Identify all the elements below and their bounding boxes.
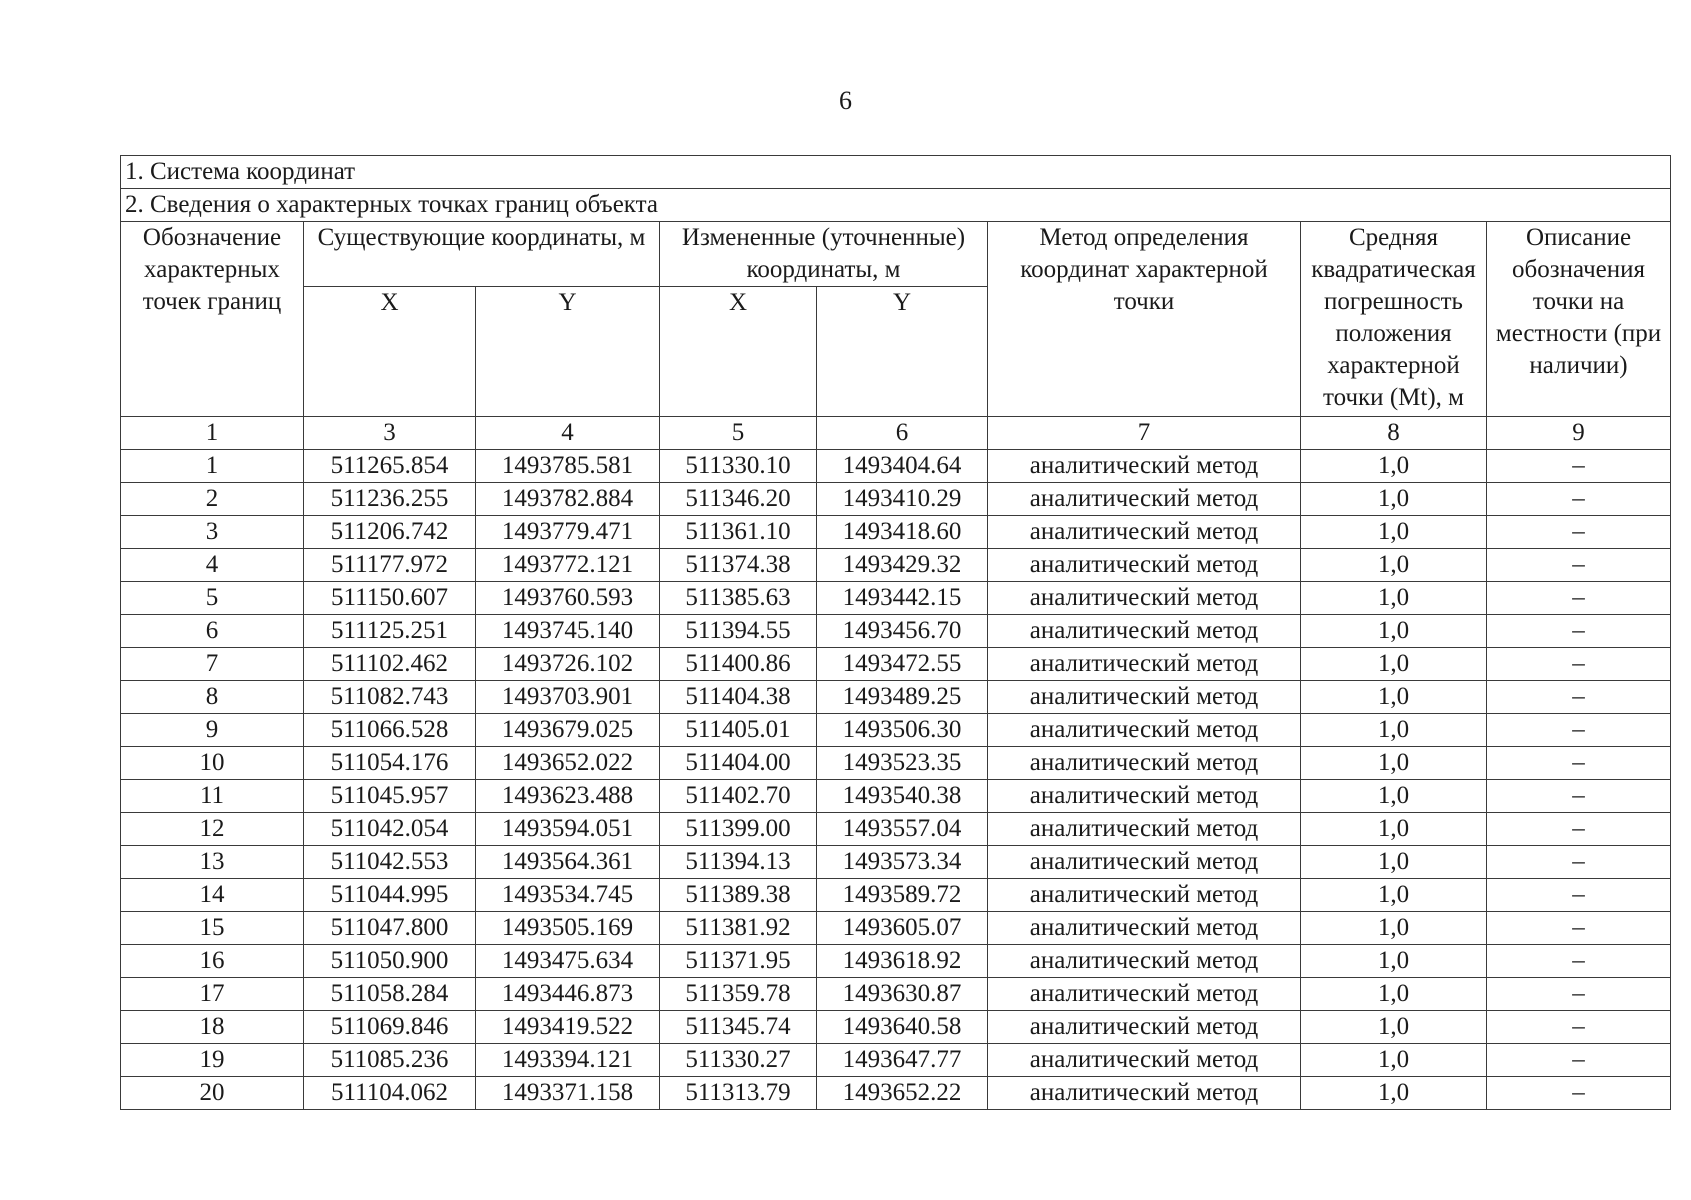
existing-y-cell: 1493394.121 [476,1044,660,1077]
existing-y-cell: 1493679.025 [476,714,660,747]
description-cell: – [1487,780,1671,813]
method-cell: аналитический метод [988,450,1301,483]
existing-x-cell: 511050.900 [304,945,476,978]
changed-x-cell: 511371.95 [660,945,817,978]
changed-x-header: X [660,287,817,417]
method-cell: аналитический метод [988,1077,1301,1110]
changed-x-cell: 511389.38 [660,879,817,912]
point-number-cell: 7 [121,648,304,681]
changed-x-cell: 511374.38 [660,549,817,582]
existing-x-cell: 511069.846 [304,1011,476,1044]
point-number-cell: 18 [121,1011,304,1044]
column-number: 3 [304,417,476,450]
method-cell: аналитический метод [988,714,1301,747]
page-number: 6 [839,86,852,115]
point-number-cell: 9 [121,714,304,747]
changed-y-cell: 1493557.04 [817,813,988,846]
point-number-cell: 14 [121,879,304,912]
table-row [121,483,1671,516]
description-cell: – [1487,714,1671,747]
changed-x-cell: 511330.27 [660,1044,817,1077]
existing-x-cell: 511054.176 [304,747,476,780]
changed-x-cell: 511394.55 [660,615,817,648]
column-number: 6 [817,417,988,450]
changed-y-cell: 1493605.07 [817,912,988,945]
table-row [121,648,1671,681]
existing-y-cell: 1493534.745 [476,879,660,912]
changed-x-cell: 511361.10 [660,516,817,549]
existing-y-cell: 1493623.488 [476,780,660,813]
table-row [121,714,1671,747]
changed-x-cell: 511394.13 [660,846,817,879]
existing-x-cell: 511042.553 [304,846,476,879]
description-cell: – [1487,1077,1671,1110]
existing-x-cell: 511085.236 [304,1044,476,1077]
changed-y-cell: 1493589.72 [817,879,988,912]
table-row [121,912,1671,945]
existing-y-cell: 1493745.140 [476,615,660,648]
changed-y-cell: 1493404.64 [817,450,988,483]
changed-y-cell: 1493540.38 [817,780,988,813]
column-number-row [121,417,1671,450]
error-cell: 1,0 [1301,1077,1487,1110]
method-cell: аналитический метод [988,813,1301,846]
method-cell: аналитический метод [988,945,1301,978]
point-number-cell: 13 [121,846,304,879]
coordinate-system-label: 1. Система координат [121,156,1671,189]
method-cell: аналитический метод [988,648,1301,681]
method-cell: аналитический метод [988,1044,1301,1077]
point-number-cell: 5 [121,582,304,615]
description-cell: – [1487,912,1671,945]
changed-y-cell: 1493442.15 [817,582,988,615]
error-cell: 1,0 [1301,648,1487,681]
point-number-cell: 11 [121,780,304,813]
point-number-cell: 16 [121,945,304,978]
changed-y-cell: 1493418.60 [817,516,988,549]
error-cell: 1,0 [1301,846,1487,879]
existing-x-cell: 511206.742 [304,516,476,549]
method-cell: аналитический метод [988,978,1301,1011]
changed-x-cell: 511402.70 [660,780,817,813]
existing-x-cell: 511044.995 [304,879,476,912]
description-cell: – [1487,681,1671,714]
description-cell: – [1487,648,1671,681]
error-cell: 1,0 [1301,681,1487,714]
existing-x-cell: 511177.972 [304,549,476,582]
error-cell: 1,0 [1301,549,1487,582]
changed-y-cell: 1493456.70 [817,615,988,648]
point-number-cell: 2 [121,483,304,516]
description-cell: – [1487,1011,1671,1044]
table-row [121,879,1671,912]
designation-header: Обозначение характерных точек границ [121,222,304,417]
description-cell: – [1487,516,1671,549]
method-cell: аналитический метод [988,582,1301,615]
changed-x-cell: 511330.10 [660,450,817,483]
changed-y-cell: 1493647.77 [817,1044,988,1077]
existing-y-cell: 1493760.593 [476,582,660,615]
existing-x-header: X [304,287,476,417]
existing-x-cell: 511058.284 [304,978,476,1011]
description-cell: – [1487,549,1671,582]
method-cell: аналитический метод [988,780,1301,813]
changed-y-cell: 1493652.22 [817,1077,988,1110]
existing-y-cell: 1493594.051 [476,813,660,846]
boundary-points-table [120,155,1671,1110]
column-number: 7 [988,417,1301,450]
changed-x-cell: 511385.63 [660,582,817,615]
existing-coords-header: Существующие координаты, м [304,222,660,287]
table-row [121,549,1671,582]
existing-y-header: Y [476,287,660,417]
error-cell: 1,0 [1301,516,1487,549]
point-number-cell: 20 [121,1077,304,1110]
error-cell: 1,0 [1301,978,1487,1011]
point-number-cell: 12 [121,813,304,846]
existing-x-cell: 511082.743 [304,681,476,714]
table-row [121,1011,1671,1044]
changed-y-cell: 1493429.32 [817,549,988,582]
existing-x-cell: 511265.854 [304,450,476,483]
method-cell: аналитический метод [988,615,1301,648]
changed-x-cell: 511346.20 [660,483,817,516]
column-number: 9 [1487,417,1671,450]
changed-x-cell: 511400.86 [660,648,817,681]
changed-y-cell: 1493640.58 [817,1011,988,1044]
error-cell: 1,0 [1301,912,1487,945]
existing-y-cell: 1493564.361 [476,846,660,879]
table-row [121,813,1671,846]
table-row [121,945,1671,978]
point-number-cell: 3 [121,516,304,549]
changed-x-cell: 511381.92 [660,912,817,945]
point-number-cell: 4 [121,549,304,582]
point-number-cell: 1 [121,450,304,483]
point-number-cell: 6 [121,615,304,648]
description-cell: – [1487,813,1671,846]
description-cell: – [1487,747,1671,780]
existing-y-cell: 1493772.121 [476,549,660,582]
method-cell: аналитический метод [988,681,1301,714]
description-cell: – [1487,846,1671,879]
error-cell: 1,0 [1301,1044,1487,1077]
existing-x-cell: 511104.062 [304,1077,476,1110]
existing-x-cell: 511066.528 [304,714,476,747]
changed-x-cell: 511404.38 [660,681,817,714]
table-row [121,681,1671,714]
error-cell: 1,0 [1301,483,1487,516]
changed-x-cell: 511313.79 [660,1077,817,1110]
existing-x-cell: 511150.607 [304,582,476,615]
error-cell: 1,0 [1301,747,1487,780]
error-cell: 1,0 [1301,1011,1487,1044]
existing-y-cell: 1493785.581 [476,450,660,483]
method-cell: аналитический метод [988,516,1301,549]
changed-x-cell: 511345.74 [660,1011,817,1044]
existing-x-cell: 511045.957 [304,780,476,813]
method-cell: аналитический метод [988,483,1301,516]
table-row [121,516,1671,549]
existing-x-cell: 511125.251 [304,615,476,648]
table-row [121,1077,1671,1110]
description-cell: – [1487,615,1671,648]
changed-y-cell: 1493472.55 [817,648,988,681]
table-row [121,846,1671,879]
changed-x-cell: 511359.78 [660,978,817,1011]
table-row [121,582,1671,615]
point-number-cell: 15 [121,912,304,945]
error-cell: 1,0 [1301,615,1487,648]
table-row [121,450,1671,483]
existing-x-cell: 511236.255 [304,483,476,516]
changed-y-cell: 1493506.30 [817,714,988,747]
description-header: Описание обозначения точки на местности (при наличии) [1487,222,1671,417]
point-number-cell: 17 [121,978,304,1011]
existing-y-cell: 1493446.873 [476,978,660,1011]
existing-y-cell: 1493371.158 [476,1077,660,1110]
changed-x-cell: 511405.01 [660,714,817,747]
existing-y-cell: 1493419.522 [476,1011,660,1044]
changed-y-cell: 1493618.92 [817,945,988,978]
error-cell: 1,0 [1301,813,1487,846]
error-header: Средняя квадратическая погрешность положения характерной точки (Mt), м [1301,222,1487,417]
changed-x-cell: 511404.00 [660,747,817,780]
point-number-cell: 10 [121,747,304,780]
method-cell: аналитический метод [988,549,1301,582]
column-number: 5 [660,417,817,450]
method-cell: аналитический метод [988,879,1301,912]
table-row [121,747,1671,780]
method-cell: аналитический метод [988,747,1301,780]
method-cell: аналитический метод [988,912,1301,945]
changed-y-cell: 1493573.34 [817,846,988,879]
error-cell: 1,0 [1301,780,1487,813]
existing-y-cell: 1493652.022 [476,747,660,780]
boundary-points-label: 2. Сведения о характерных точках границ объекта [121,189,1671,222]
description-cell: – [1487,483,1671,516]
table-row [121,780,1671,813]
error-cell: 1,0 [1301,879,1487,912]
method-cell: аналитический метод [988,1011,1301,1044]
changed-y-cell: 1493489.25 [817,681,988,714]
existing-x-cell: 511042.054 [304,813,476,846]
changed-y-cell: 1493630.87 [817,978,988,1011]
table-row [121,615,1671,648]
description-cell: – [1487,1044,1671,1077]
changed-y-cell: 1493523.35 [817,747,988,780]
column-number: 8 [1301,417,1487,450]
existing-y-cell: 1493505.169 [476,912,660,945]
point-number-cell: 19 [121,1044,304,1077]
description-cell: – [1487,945,1671,978]
error-cell: 1,0 [1301,450,1487,483]
existing-x-cell: 511047.800 [304,912,476,945]
error-cell: 1,0 [1301,714,1487,747]
existing-y-cell: 1493779.471 [476,516,660,549]
description-cell: – [1487,978,1671,1011]
changed-coords-header: Измененные (уточненные) координаты, м [660,222,988,287]
point-number-cell: 8 [121,681,304,714]
table-row [121,978,1671,1011]
existing-y-cell: 1493703.901 [476,681,660,714]
description-cell: – [1487,582,1671,615]
existing-y-cell: 1493782.884 [476,483,660,516]
error-cell: 1,0 [1301,582,1487,615]
changed-y-header: Y [817,287,988,417]
description-cell: – [1487,450,1671,483]
description-cell: – [1487,879,1671,912]
existing-x-cell: 511102.462 [304,648,476,681]
column-number: 1 [121,417,304,450]
table-row [121,1044,1671,1077]
column-number: 4 [476,417,660,450]
method-cell: аналитический метод [988,846,1301,879]
existing-y-cell: 1493726.102 [476,648,660,681]
changed-y-cell: 1493410.29 [817,483,988,516]
existing-y-cell: 1493475.634 [476,945,660,978]
error-cell: 1,0 [1301,945,1487,978]
method-header: Метод определения координат характерной точки [988,222,1301,417]
changed-x-cell: 511399.00 [660,813,817,846]
